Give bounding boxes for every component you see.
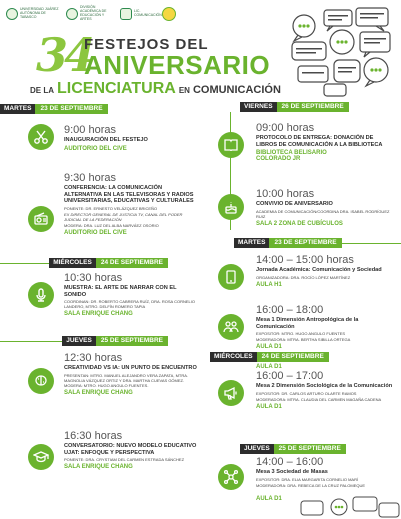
brain-icon: [28, 368, 54, 394]
licenciatura-row: DE LA LICENCIATURA EN COMUNICACIÓN: [30, 80, 281, 97]
day-band-miercoles-right: MIÉRCOLES 24 DE SEPTIEMBRE: [210, 352, 346, 362]
anniversary-number: 34: [36, 28, 93, 82]
seal-logo: [162, 7, 176, 21]
graduation-cap-icon: [28, 444, 54, 470]
festejos-text: FESTEJOS DEL: [84, 36, 209, 53]
people-icon: [218, 314, 244, 340]
radio-icon: [28, 206, 54, 232]
day-band-martes-right: MARTES 23 DE SEPTIEMBRE: [234, 238, 401, 248]
day-band-jueves-right: JUEVES 25 DE SEPTIEMBRE: [240, 444, 370, 454]
network-icon: [218, 464, 244, 490]
day-band-miercoles: MIÉRCOLES 24 DE SEPTIEMBRE: [0, 258, 168, 268]
day-band-jueves: JUEVES 25 DE SEPTIEMBRE: [0, 336, 168, 346]
megaphone-icon: [218, 380, 244, 406]
logo-row: [6, 6, 176, 21]
day-band-viernes: VIERNES 26 DE SEPTIEMBRE: [240, 102, 370, 112]
cake-icon: [218, 194, 244, 220]
microphone-icon: [28, 282, 54, 308]
day-band-martes: MARTES 23 DE SEPTIEMBRE: [0, 104, 168, 114]
speech-bubbles-footer-icon: [291, 493, 401, 519]
ujat-logo: UNIVERSIDAD JUÁREZ AUTÓNOMA DE TABASCO: [6, 8, 60, 20]
aniversario-text: ANIVERSARIO: [84, 50, 271, 80]
speech-bubbles-icon: [284, 6, 396, 98]
comunicacion-logo: LIC. COMUNICACIÓN: [120, 8, 156, 20]
scissors-icon: [28, 124, 54, 150]
book-icon: [218, 132, 244, 158]
tablet-icon: [218, 264, 244, 290]
division-logo: DIVISIÓN ACADÉMICA DE EDUCACIÓN Y ARTES: [66, 6, 114, 21]
right-column: VIERNES 26 DE SEPTIEMBRE 09:00 horas PROTOCOLO DE ENTREGA: DONACIÓN DE LIBROS DE COMUNICACIÓN A LA BIBLIOTECA BIBLIOTECA BELISARIO COLORADO JR 10:00 horas CONVIVIO DE ANIVERSARIO ACADEMIA DE COMUNICACIÓN/COORDINA DRA. ISABEL RODRÍGUEZ RUIZ SALA 2 ZONA DE CUBÍCULOS MARTES 23 DE SEPTIEMBRE 14:00 – 15:00 horas Jornada Académica: Comunicación y Sociedad ORGANIZADORA: DRA. ROCÍO LÓPEZ MARTÍNEZ AULA H1 16:00 – 18:00 Mesa 1 Dimensión Antropológica de la Comunicación EXPOSITOR: MTRO. HUGO ANGULO FUENTES MODERADORA: MTRA. BERTHA SIBILLA ORTEGA AULA D1 MIÉRCOLES 24 DE SEPTIEMBRE AULA D1 16:00 – 17:00 Mesa 2 Dimensión Sociológica de la Comunicación EXPOSITOR: DR. CARLOS ARTURO OLARTE RAMOS MODERADORA: MTRA. CLAUDIA DEL CARMEN MAGAÑA CADENA AULA D1 JUEVES 25 DE SEPTIEMBRE 14:00 – 16:00 Mesa 3 Sociedad de Masas EXPOSITOR: DRA. ELIA MARGARITA CORNELIO MARÍ MODERADORA: DRA. REBECA DE LA CRUZ PALOMEQUE AULA D1: [206, 102, 401, 116]
poster-header: [0, 0, 401, 100]
left-column: MARTES 23 DE SEPTIEMBRE 9:00 horas INAUGURACIÓN DEL FESTEJO AUDITORIO DEL CIVE 9:30 horas CONFERENCIA: LA COMUNICACIÓN ALTERNATIVA EN LAS TELEVISORAS Y RADIOS UNIVERSITARIAS, EDUCATIVAS Y CULTURALES PONENTE: DR. ERNESTO VELÁZQUEZ BRICEÑO EX DIRECTOR GENERAL DE JUSTICIA TV, CANAL DEL PODER JUDICIAL DE LA FEDERACIÓN MODERA: DRA. LUZ DEL ALBA NARVÁEZ OSORIO AUDITORIO DEL CIVE MIÉRCOLES 24 DE SEPTIEMBRE 10:30 horas MUESTRA: EL ARTE DE NARRAR CON EL SONIDO COORDINAN: DR. ROBERTO CABRERA RUÍZ, DRA. ROSA CORNELIO LANDERO, MTRO. DELFÍN ROMERO TAPIA SALA ENRIQUE CHANG JUEVES 25 DE SEPTIEMBRE 12:30 horas CREATIVIDAD VS IA: UN PUNTO DE ENCUENTRO PRESENTAN: MTRO. MANUEL ALEJANDRO VERA ZAPATA, MTRA. MAGNOLIA VÁZQUEZ ORTIZ Y DRA. MARTHA CUEVAS GÓMEZ. MODERA: MTRO. HUGO ANGULO FUENTES. SALA ENRIQUE CHANG 16:30 horas CONVERSATORIO: NUEVO MODELO EDUCATIVO UJAT: ENFOQUE Y PERSPECTIVA PONENTE: DRA. CRYSTIAM DEL CARMEN ESTRADA SÁNCHEZ SALA ENRIQUE CHANG: [0, 104, 200, 118]
title-block: [30, 28, 290, 98]
